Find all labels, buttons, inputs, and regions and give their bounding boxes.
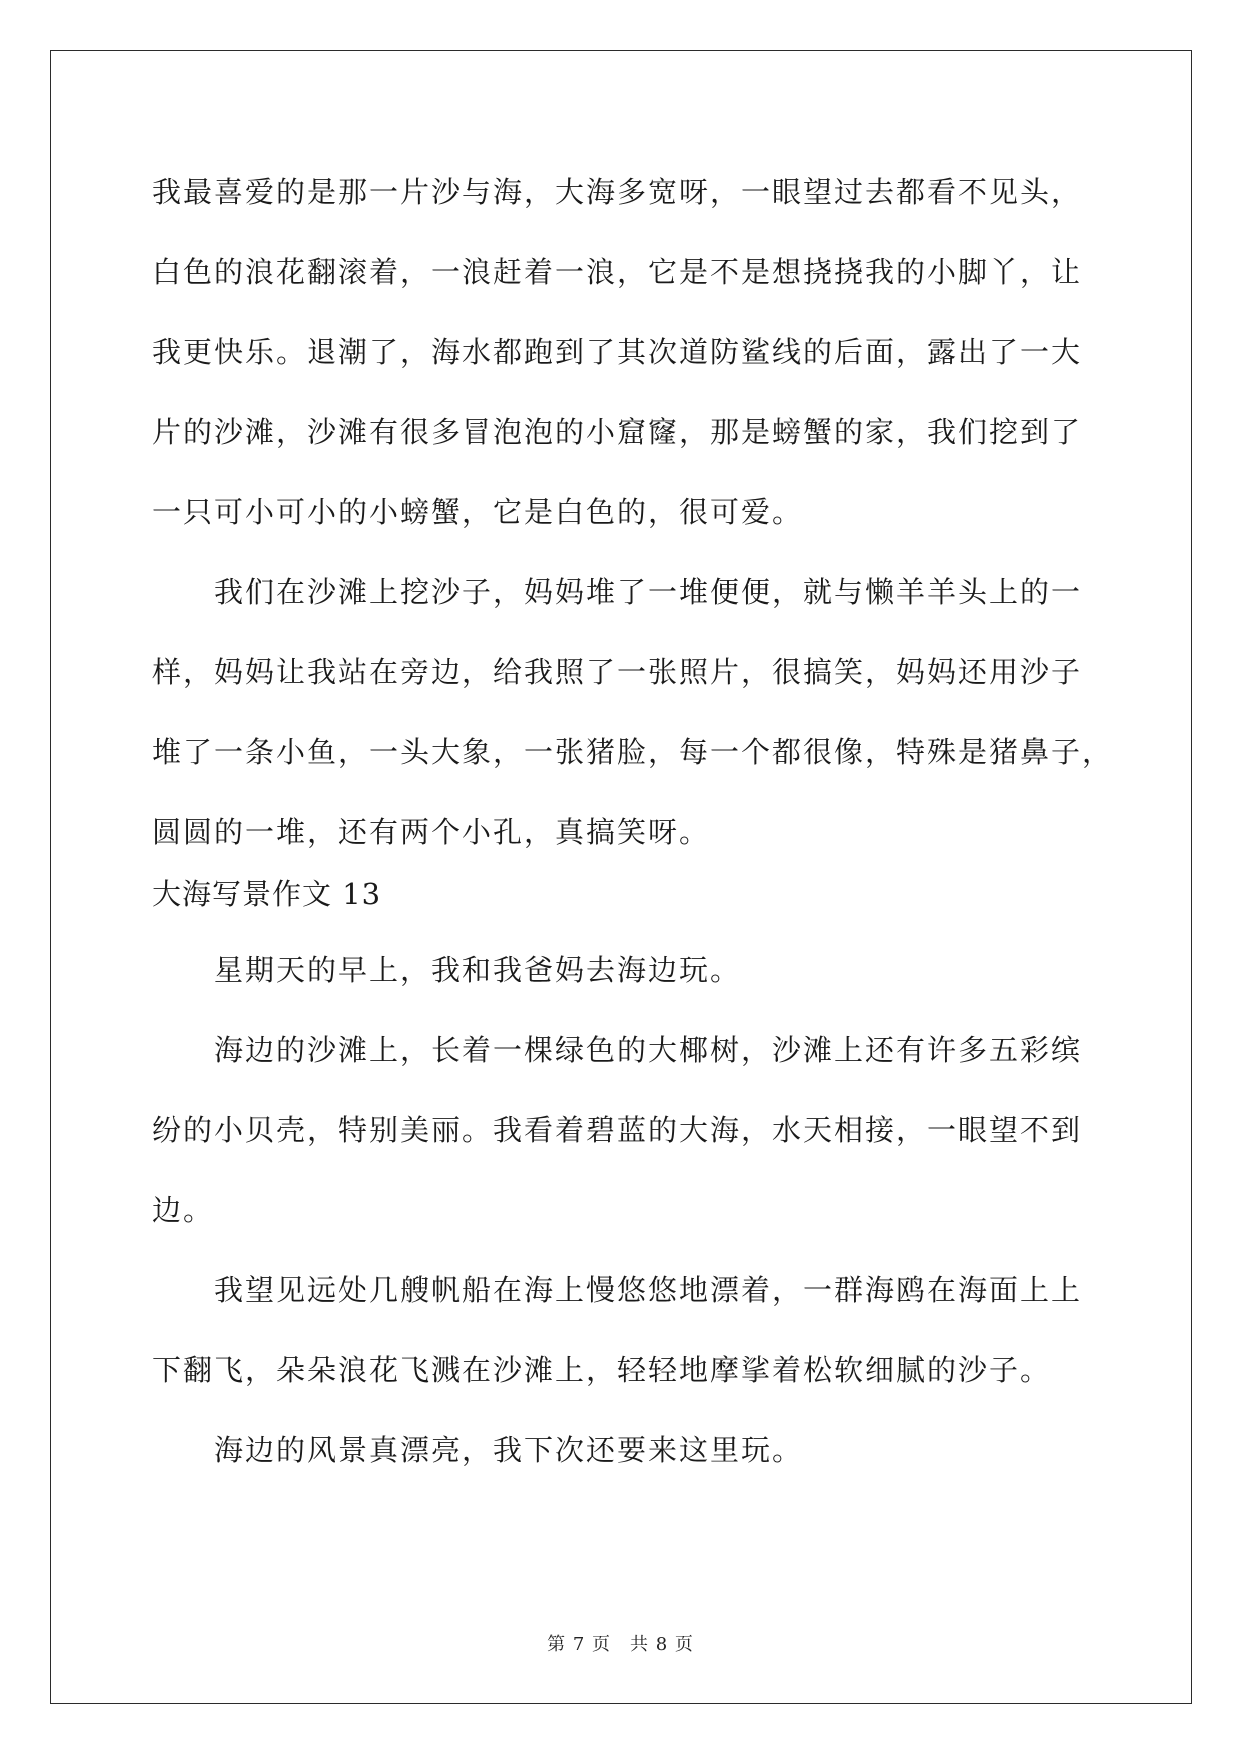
paragraph-4	[152, 1010, 1102, 1250]
text-line: 边。	[152, 1193, 215, 1227]
document-body	[152, 152, 1114, 1490]
text-line: 纷的小贝壳，特别美丽。我看着碧蓝的大海，水天相接，一眼望不到	[152, 1113, 1083, 1147]
page-number: 第 7 页 共 8 页	[547, 1634, 694, 1655]
text-line: 我望见远处几艘帆船在海上慢悠悠地漂着，一群海鸥在海面上上	[214, 1273, 1083, 1307]
text-line: 堆了一条小鱼，一头大象，一张猪脸，每一个都很像，特殊是猪鼻子，	[152, 735, 1114, 769]
page-footer	[0, 1630, 1241, 1656]
text-line: 片的沙滩，沙滩有很多冒泡泡的小窟窿，那是螃蟹的家，我们挖到了	[152, 415, 1083, 449]
text-line: 圆圆的一堆，还有两个小孔，真搞笑呀。	[152, 815, 711, 849]
text-line: 样，妈妈让我站在旁边，给我照了一张照片，很搞笑，妈妈还用沙子	[152, 655, 1083, 689]
text-line: 海边的沙滩上，长着一棵绿色的大椰树，沙滩上还有许多五彩缤	[214, 1033, 1083, 1067]
text-line: 下翻飞，朵朵浪花飞溅在沙滩上，轻轻地摩挲着松软细腻的沙子。	[152, 1353, 1052, 1387]
text-line: 海边的风景真漂亮，我下次还要来这里玩。	[214, 1433, 804, 1467]
paragraph-5	[152, 1250, 1102, 1410]
paragraph-3	[152, 930, 1102, 1010]
paragraph-1	[152, 152, 1102, 552]
paragraph-2	[152, 552, 1114, 872]
text-line: 我最喜爱的是那一片沙与海，大海多宽呀，一眼望过去都看不见头，	[152, 175, 1083, 209]
text-line: 我更快乐。退潮了，海水都跑到了其次道防鲨线的后面，露出了一大	[152, 335, 1083, 369]
text-line: 一只可小可小的小螃蟹，它是白色的，很可爱。	[152, 495, 804, 529]
text-line: 我们在沙滩上挖沙子，妈妈堆了一堆便便，就与懒羊羊头上的一	[214, 575, 1083, 609]
text-line: 白色的浪花翻滚着，一浪赶着一浪，它是不是想挠挠我的小脚丫，让	[152, 255, 1083, 289]
paragraph-6	[152, 1410, 1102, 1490]
text-line: 星期天的早上，我和我爸妈去海边玩。	[214, 953, 742, 987]
section-title: 大海写景作文 13	[152, 877, 382, 911]
